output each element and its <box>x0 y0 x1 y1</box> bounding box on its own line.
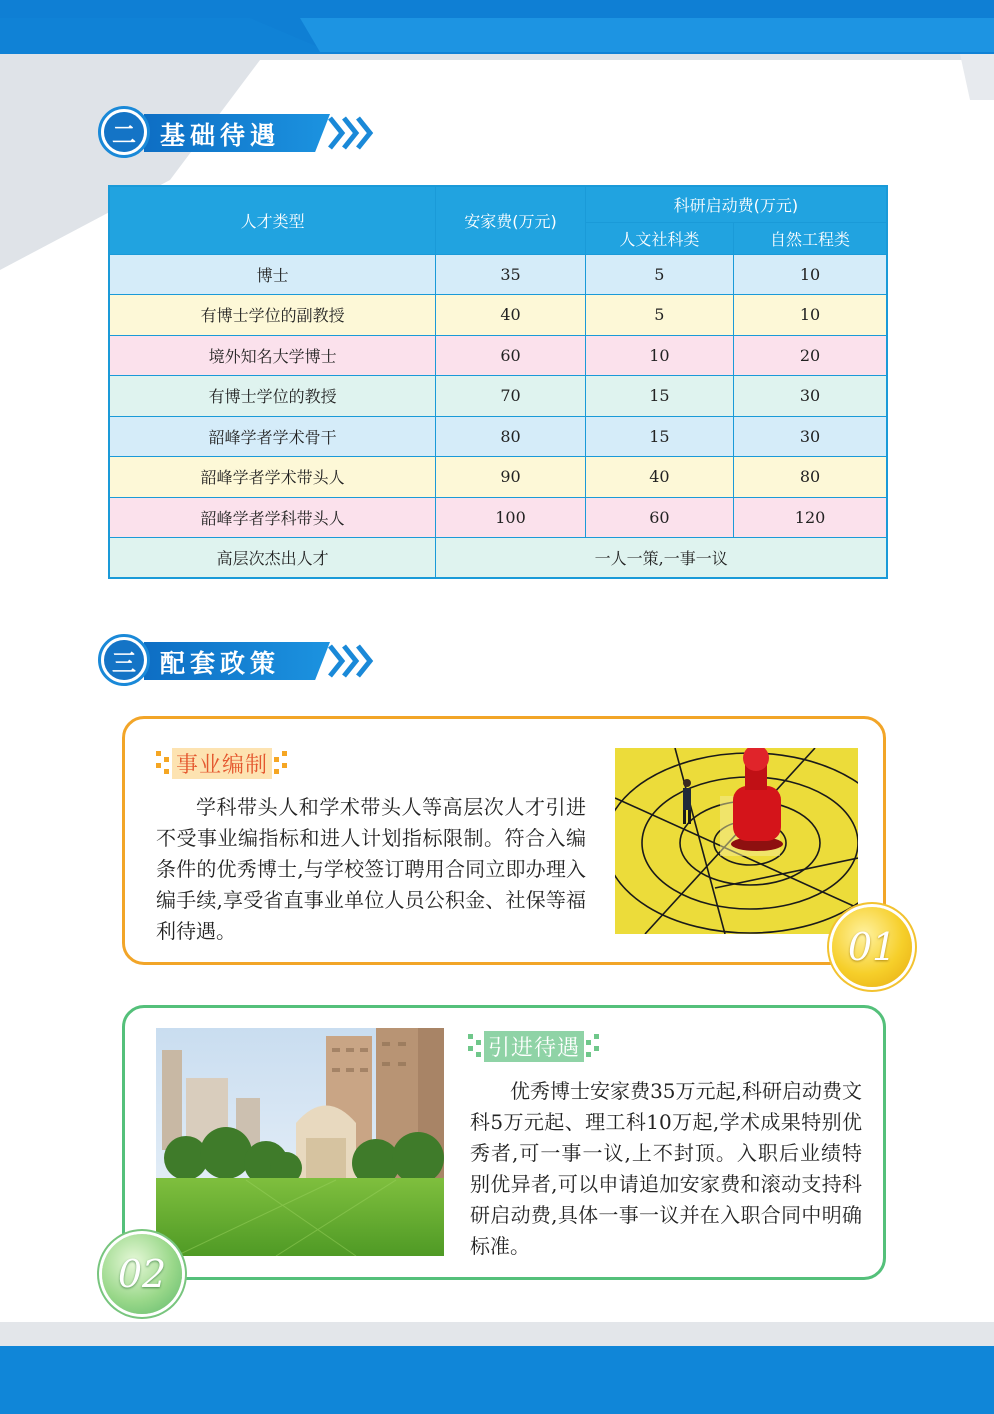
header-science-engineering: 自然工程类 <box>734 222 887 254</box>
cell-science: 10 <box>734 254 887 295</box>
cell-humanities: 10 <box>585 335 733 376</box>
cell-note: 一人一策,一事一议 <box>436 538 887 579</box>
card-tag-label: 事业编制 <box>172 748 272 779</box>
section-title: 配套政策 <box>160 649 281 678</box>
section-header-supporting-policies <box>98 632 378 688</box>
cell-science: 30 <box>734 416 887 457</box>
cell-type: 韶峰学者学术骨干 <box>109 416 436 457</box>
table-row <box>109 457 887 498</box>
campus-residential-image <box>156 1028 444 1256</box>
card-tag-benefits <box>466 1028 602 1064</box>
section-number-badge <box>98 634 150 686</box>
section-header-basic-benefits <box>98 104 378 160</box>
card-number-badge: 01 <box>832 907 912 987</box>
cell-type: 有博士学位的教授 <box>109 376 436 417</box>
cell-science: 30 <box>734 376 887 417</box>
chevron-right-icon <box>326 114 382 152</box>
cell-type: 有博士学位的副教授 <box>109 295 436 336</box>
cell-science: 120 <box>734 497 887 538</box>
cell-humanities: 5 <box>585 254 733 295</box>
cell-science: 20 <box>734 335 887 376</box>
dotted-ornament-icon <box>584 1032 602 1060</box>
chevron-right-icon <box>326 642 382 680</box>
table-row <box>109 416 887 457</box>
cell-settlement: 60 <box>436 335 585 376</box>
cell-humanities: 40 <box>585 457 733 498</box>
dotted-ornament-icon <box>154 749 172 777</box>
table-row <box>109 254 887 295</box>
cell-type: 境外知名大学博士 <box>109 335 436 376</box>
card-tag-staffing <box>154 745 290 781</box>
cell-humanities: 5 <box>585 295 733 336</box>
cell-settlement: 70 <box>436 376 585 417</box>
cell-settlement: 100 <box>436 497 585 538</box>
talent-benefits-table <box>108 185 888 579</box>
card-paragraph-staffing: 学科带头人和学术带头人等高层次人才引进不受事业编指标和进人计划指标限制。符合入编条件的优秀博士,与学校签订聘用合同立即办理入编手续,享受省直事业单位人员公积金、社保等福利待遇。 <box>156 795 586 943</box>
cell-science: 10 <box>734 295 887 336</box>
section-number: 三 <box>104 640 144 680</box>
cell-humanities: 60 <box>585 497 733 538</box>
header-humanities: 人文社科类 <box>585 222 733 254</box>
cell-settlement: 80 <box>436 416 585 457</box>
cell-science: 80 <box>734 457 887 498</box>
cell-type: 高层次杰出人才 <box>109 538 436 579</box>
dotted-ornament-icon <box>466 1032 484 1060</box>
card-paragraph-benefits: 优秀博士安家费35万元起,科研启动费文科5万元起、理工科10万起,学术成果特别优秀者,可一事一议,上不封顶。入职后业绩特别优异者,可以申请追加安家费和滚动支持科研启动费,具体一事一议并在入职合同中明确标准。 <box>470 1079 862 1258</box>
cell-humanities: 15 <box>585 376 733 417</box>
cell-settlement: 90 <box>436 457 585 498</box>
dotted-ornament-icon <box>272 749 290 777</box>
header-settlement-fee: 安家费(万元) <box>436 186 585 254</box>
cell-settlement: 40 <box>436 295 585 336</box>
cell-settlement: 35 <box>436 254 585 295</box>
table-row <box>109 538 887 579</box>
table-row <box>109 497 887 538</box>
header-talent-type: 人才类型 <box>109 186 436 254</box>
table-row <box>109 335 887 376</box>
table-row <box>109 295 887 336</box>
section-title: 基础待遇 <box>160 121 281 150</box>
card-number-badge: 02 <box>102 1234 182 1314</box>
cell-humanities: 15 <box>585 416 733 457</box>
strategy-board-image <box>615 748 858 934</box>
section-number: 二 <box>104 112 144 152</box>
section-number-badge <box>98 106 150 158</box>
cell-type: 博士 <box>109 254 436 295</box>
cell-type: 韶峰学者学科带头人 <box>109 497 436 538</box>
table-row <box>109 376 887 417</box>
card-tag-label: 引进待遇 <box>484 1031 584 1062</box>
footer-background-decoration <box>0 1322 994 1414</box>
header-startup-fund: 科研启动费(万元) <box>585 186 887 222</box>
cell-type: 韶峰学者学术带头人 <box>109 457 436 498</box>
